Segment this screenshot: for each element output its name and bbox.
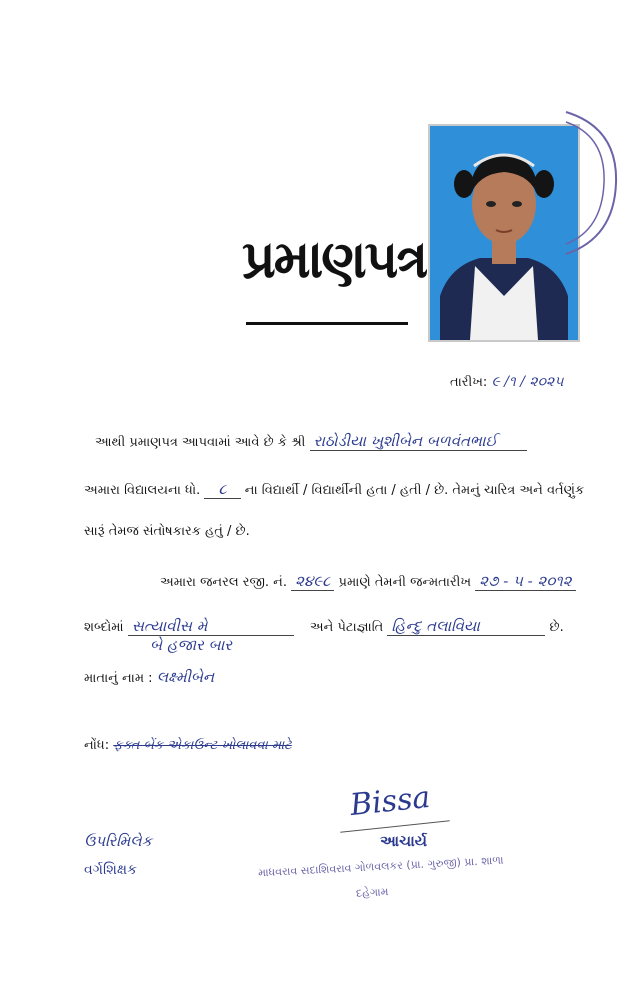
line2-suffix: ના વિદ્યાર્થી / વિદ્યાર્થીની હતા / હતી / છે. તેમનું ચારિત્ર અને વર્તણુંક xyxy=(244,483,585,498)
line6-prefix: માતાનું નામ : xyxy=(84,671,153,686)
class-teacher-signature: ઉપરિમિલેક xyxy=(84,832,153,850)
note-text: ફક્ત બેંક એકાઉન્ટ ખોલાવવા માટે xyxy=(113,738,292,753)
line4-prefix: અમારા જનરલ રજી. નં. xyxy=(160,575,288,590)
school-stamp-top xyxy=(560,108,622,258)
standard-value: ૮ xyxy=(204,480,240,499)
date-value: ૯ /૧ / ૨૦૨૫ xyxy=(491,374,564,390)
line4-mid: પ્રમાણે તેમની જન્મતારીખ xyxy=(338,575,472,590)
certificate-line-6 xyxy=(84,668,214,686)
class-teacher-label: વર્ગશિક્ષક xyxy=(84,862,137,878)
principal-signature: Bissa xyxy=(348,779,432,824)
note-row xyxy=(84,738,292,753)
document-title: પ્રમાણપત્ર xyxy=(242,229,427,290)
date-label: તારીખ: xyxy=(450,375,488,390)
date-row xyxy=(450,374,563,390)
student-name: રાઠોડીયા ખુશીબેન બળવંતભાઈ xyxy=(310,432,528,451)
register-number: ૨૪૯૮ xyxy=(291,572,334,591)
certificate-line-1 xyxy=(95,432,527,450)
title-underline xyxy=(246,322,408,325)
student-portrait-image xyxy=(430,126,578,340)
school-stamp-line-2: દહેગામ xyxy=(355,885,389,900)
school-stamp-line-1: માધવરાવ સદાશિવરાવ ગોળવલકર (પ્રા. ગુરુજી) પ્રા. શાળા xyxy=(257,853,504,880)
sub-caste: હિન્દુ તલાવિયા xyxy=(387,617,545,636)
certificate-line-2 xyxy=(84,480,584,498)
line5-suffix: છે. xyxy=(549,620,564,635)
line1-prefix: આથી પ્રમાણપત્ર આપવામાં આવે છે કે શ્રી xyxy=(95,435,306,450)
mother-name: લક્ષ્મીબેન xyxy=(156,668,215,686)
certificate-line-5 xyxy=(84,617,564,636)
line5-mid: અને પેટાજ્ઞાતિ xyxy=(309,620,384,635)
line5-prefix: શબ્દોમાં xyxy=(84,620,124,635)
note-label: નોંધ: xyxy=(84,738,110,753)
principal-label: આચાર્ય xyxy=(380,832,428,850)
certificate-line-4 xyxy=(160,572,576,590)
student-photo xyxy=(428,124,580,342)
dob-in-words: સત્યાવીસ મે xyxy=(128,617,294,636)
certificate-line-3: સારૂં તેમજ સંતોષકારક હતું / છે. xyxy=(84,524,250,539)
date-of-birth: ૨૭ - ૫ - ૨૦૧૨ xyxy=(475,572,575,591)
line2-prefix: અમારા વિદ્યાલયના ધો. xyxy=(84,483,201,498)
dob-in-words-line-2: બે હજાર બાર xyxy=(150,636,233,654)
